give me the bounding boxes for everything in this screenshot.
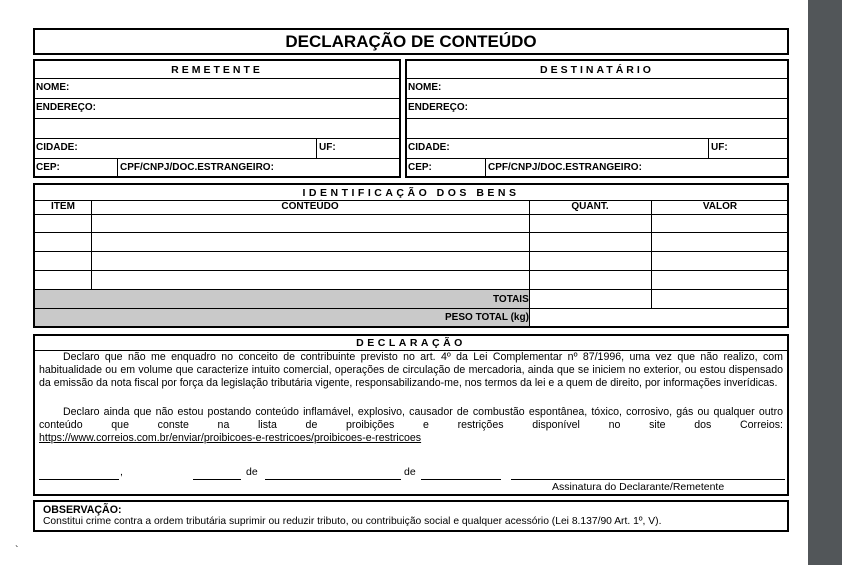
totais-label: TOTAIS [493, 294, 529, 305]
signature-line [511, 479, 785, 480]
observacao-text: Constitui crime contra a ordem tributária suprimir ou reduzir tributo, ou contribuição social e qualquer acessório (Lei 8.137/90 Art. 1º, V). [43, 516, 662, 527]
correios-link[interactable]: https://www.correios.com.br/enviar/proibicoes-e-restricoes/proibicoes-e-restricoes [39, 432, 422, 444]
declaracao-paragraph-1: Declaro que não me enquadro no conceito de contribuinte previsto no art. 4º da Lei Complementar nº 87/1996, uma vez que não realizo, com habitualidade ou em volume que caracterize intuito comercial, operações de circulação de mercadoria, ainda que se iniciem no exterior, ou estou dispensado da emissão da nota fiscal por força da legislação tributária vigente, responsabilizando-me, nos termos da lei e a quem de direito, por informações inverídicas. [39, 351, 783, 389]
col-valor-header: VALOR [702, 201, 738, 212]
destinatario-uf-label: UF: [711, 142, 728, 153]
assinatura-label: Assinatura do Declarante/Remetente [552, 481, 725, 493]
observacao-block [33, 500, 789, 532]
declaracao-block [33, 334, 789, 496]
col-quant-header: QUANT. [571, 201, 609, 212]
remetente-block [33, 59, 401, 178]
remetente-doc-label: CPF/CNPJ/DOC.ESTRANGEIRO: [120, 162, 274, 173]
bens-table [33, 183, 789, 328]
destinatario-doc-label: CPF/CNPJ/DOC.ESTRANGEIRO: [488, 162, 642, 173]
declaracao-header: DECLARAÇÃO [356, 337, 466, 349]
peso-total-label: PESO TOTAL (kg) [445, 312, 529, 323]
destinatario-cidade-label: CIDADE: [408, 142, 450, 153]
observacao-title: OBSERVAÇÃO: [43, 504, 122, 516]
day-line [193, 479, 241, 480]
viewer-side-panel [808, 0, 842, 565]
destinatario-block [405, 59, 789, 178]
month-line [265, 479, 401, 480]
remetente-header: REMETENTE [171, 64, 263, 76]
document-title: DECLARAÇÃO DE CONTEÚDO [33, 28, 789, 55]
de-label-1: de [246, 466, 258, 478]
remetente-endereco-label: ENDEREÇO: [36, 102, 97, 113]
declaracao-paragraph-2: Declaro ainda que não estou postando conteúdo inflamável, explosivo, causador de combustão espontânea, tóxico, corrosivo, gás ou qualquer outro conteúdo que conste na lista de proibições e restrições disponível no site dos Correios: [39, 406, 783, 431]
destinatario-header: DESTINATÁRIO [540, 64, 654, 76]
destinatario-cep-label: CEP: [408, 162, 432, 173]
de-label-2: de [404, 466, 416, 478]
year-line [421, 479, 501, 480]
remetente-uf-label: UF: [319, 142, 336, 153]
destinatario-endereco-label: ENDEREÇO: [408, 102, 469, 113]
col-conteudo-header: CONTEÚDO [281, 201, 339, 212]
correios-link-line [39, 432, 783, 445]
remetente-nome-label: NOME: [36, 82, 70, 93]
bens-header: IDENTIFICAÇÃO DOS BENS [302, 187, 520, 199]
remetente-cep-label: CEP: [36, 162, 60, 173]
comma-separator: , [120, 466, 123, 478]
col-item-header: ITEM [51, 201, 75, 212]
local-signature-line [39, 479, 119, 480]
remetente-cidade-label: CIDADE: [36, 142, 78, 153]
stray-mark: ` [15, 544, 19, 556]
destinatario-nome-label: NOME: [408, 82, 442, 93]
